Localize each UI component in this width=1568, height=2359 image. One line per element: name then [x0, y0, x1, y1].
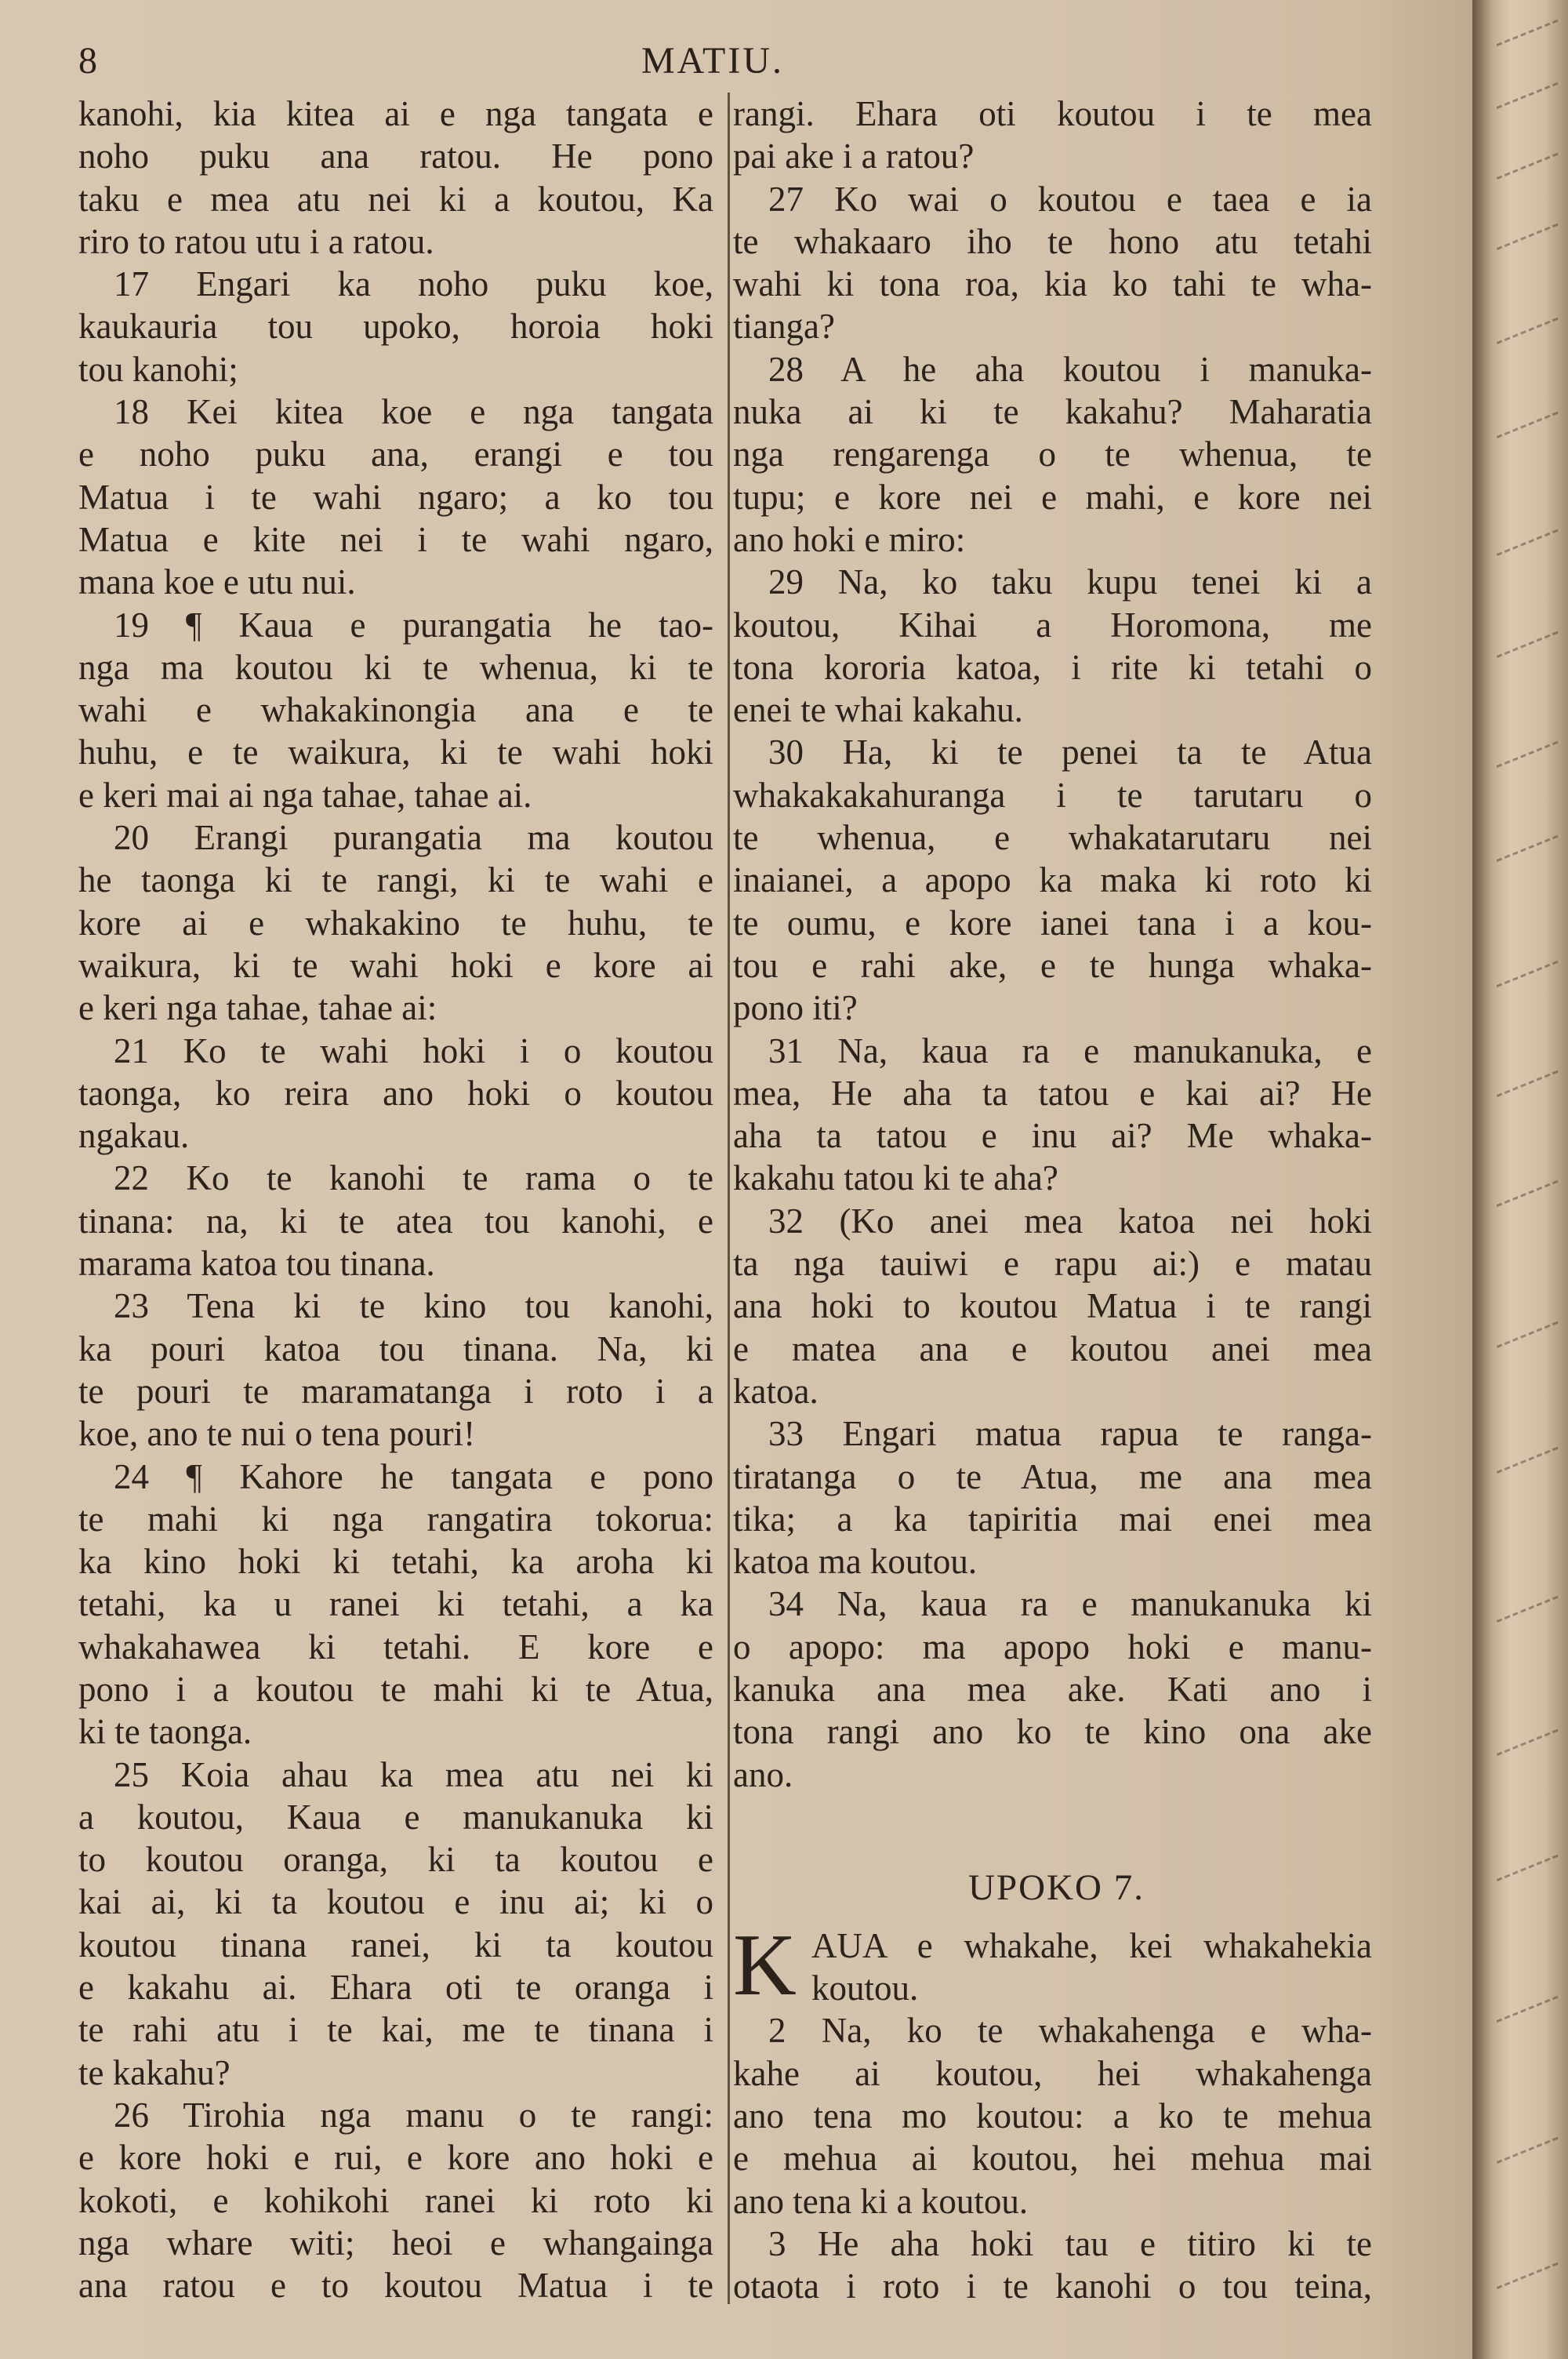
verse-start-line: 33 Engari matua rapua te ranga- [768, 1414, 1372, 1454]
text-line: pono i a koutou te mahi ki te Atua, [78, 1669, 713, 1709]
text-line: tinana: na, ki te atea tou kanohi, e [78, 1201, 713, 1241]
text-line: e matea ana e koutou anei mea [733, 1329, 1372, 1369]
verse-start-line: 23 Tena ki te kino tou kanohi, [114, 1286, 713, 1326]
text-line: katoa. [733, 1371, 818, 1411]
text-line: huhu, e te waikura, ki te wahi hoki [78, 732, 713, 772]
text-line: kahe ai koutou, hei whakahenga [733, 2053, 1372, 2093]
text-line: nga whare witi; heoi e whangainga [78, 2223, 713, 2263]
text-line: enei te whai kakahu. [733, 690, 1023, 730]
text-line: koutou, Kihai a Horomona, me [733, 605, 1372, 645]
verse-start-line: 2 Na, ko te whakahenga e wha- [768, 2011, 1372, 2051]
text-line: whakakakahuranga i te tarutaru o [733, 775, 1372, 815]
text-line: te whakaaro iho te hono atu tetahi [733, 221, 1372, 261]
text-line: nga rengarenga o te whenua, te [733, 434, 1372, 474]
text-line: marama katoa tou tinana. [78, 1244, 435, 1284]
text-line: e kore hoki e rui, e kore ano hoki e [78, 2138, 713, 2178]
verse-start-line: 21 Ko te wahi hoki i o koutou [114, 1030, 713, 1070]
text-line: kokoti, e kohikohi ranei ki roto ki [78, 2180, 713, 2220]
text-line: taonga, ko reira ano hoki o koutou [78, 1073, 713, 1113]
verse-start-line: 29 Na, ko taku kupu tenei ki a [768, 562, 1372, 602]
bleed-through-mark [1497, 317, 1560, 344]
verse-start-line: 18 Kei kitea koe e nga tangata [114, 392, 713, 432]
verse-start-line: 32 (Ko anei mea katoa nei hoki [768, 1201, 1372, 1241]
text-line: tou kanohi; [78, 349, 238, 389]
text-line: Matua i te wahi ngaro; a ko tou [78, 477, 713, 517]
text-line: te mahi ki nga rangatira tokorua: [78, 1499, 713, 1539]
text-line: te whenua, e whakatarutaru nei [733, 818, 1372, 858]
bleed-through-mark [1497, 2262, 1560, 2289]
text-line: e keri mai ai nga tahae, tahae ai. [78, 775, 532, 815]
text-line: ki te taonga. [78, 1712, 252, 1752]
text-line: aha ta tatou e inu ai? Me whaka- [733, 1116, 1372, 1156]
text-line: pai ake i a ratou? [733, 136, 975, 176]
text-line: ano tena mo koutou: a ko te mehua [733, 2096, 1372, 2136]
text-line: Matua e kite nei i te wahi ngaro, [78, 519, 713, 559]
text-line: ana hoki to koutou Matua i te rangi [733, 1286, 1372, 1326]
bleed-through-mark [1497, 19, 1560, 46]
left-column [78, 93, 713, 2306]
text-line: nuka ai ki te kakahu? Maharatia [733, 392, 1372, 432]
heading-gap [733, 1914, 1372, 1925]
text-line: e keri nga tahae, tahae ai: [78, 988, 437, 1028]
text-line: tona rangi ano ko te kino ona ake [733, 1712, 1372, 1752]
text-line: te pouri te maramatanga i roto i a [78, 1371, 713, 1411]
text-line: noho puku ana ratou. He pono [78, 136, 713, 176]
text-line: kanuka ana mea ake. Kati ano i [733, 1669, 1372, 1709]
verse-start-line: 34 Na, kaua ra e manukanuka ki [768, 1584, 1372, 1624]
text-line: kaukauria tou upoko, horoia hoki [78, 307, 713, 347]
text-line: tetahi, ka u ranei ki tetahi, a ka [78, 1584, 713, 1624]
section-gap [733, 1796, 1372, 1866]
text-line: ana ratou e to koutou Matua i te [78, 2266, 713, 2306]
chapter-second-line: koutou. [811, 1968, 919, 2008]
verse-start-line: 24 ¶ Kahore he tangata e pono [114, 1456, 713, 1496]
running-head: MATIU. [641, 40, 784, 82]
text-line: mana koe e utu nui. [78, 562, 356, 602]
text-line: riro to ratou utu i a ratou. [78, 221, 434, 261]
bleed-through-mark [1497, 1854, 1560, 1881]
bleed-through-mark [1497, 960, 1560, 987]
text-line: katoa ma koutou. [733, 1542, 978, 1582]
text-line: kanohi, kia kitea ai e nga tangata e [78, 94, 713, 133]
text-line: ngakau. [78, 1116, 190, 1156]
text-line: waikura, ki te wahi hoki e kore ai [78, 945, 713, 985]
text-line: ano. [733, 1754, 793, 1794]
bleed-through-mark [1497, 1321, 1560, 1348]
text-line: tupu; e kore nei e mahi, e kore nei [733, 477, 1372, 517]
text-line: tou e rahi ake, e te hunga whaka- [733, 945, 1372, 985]
page-header [0, 31, 1482, 86]
page-number: 8 [78, 40, 97, 82]
bleed-through-mark [1497, 1446, 1560, 1474]
verse-start-line: 27 Ko wai o koutou e taea e ia [768, 179, 1372, 219]
text-line: wahi e whakakinongia ana e te [78, 690, 713, 730]
bleed-through-mark [1497, 834, 1560, 862]
text-line: e mehua ai koutou, hei mehua mai [733, 2139, 1372, 2179]
text-line: ano tena ki a koutou. [733, 2181, 1029, 2221]
text-line: tika; a ka tapiritia mai enei mea [733, 1499, 1372, 1539]
text-line: to koutou oranga, ki ta koutou e [78, 1840, 713, 1880]
right-column [733, 93, 1372, 2308]
text-line: wahi ki tona roa, kia ko tahi te wha- [733, 264, 1372, 304]
column-rule [728, 93, 730, 2304]
verse-start-line: 17 Engari ka noho puku koe, [114, 264, 713, 304]
text-line: o apopo: ma apopo hoki e manu- [733, 1627, 1372, 1667]
text-line: whakahawea ki tetahi. E kore e [78, 1627, 713, 1667]
text-line: koutou tinana ranei, ki ta koutou [78, 1925, 713, 1965]
bleed-through-mark [1497, 740, 1560, 768]
text-line: tona kororia katoa, i rite ki tetahi o [733, 647, 1372, 687]
bleed-through-mark [1497, 152, 1560, 180]
verse-start-line: 20 Erangi purangatia ma koutou [114, 818, 713, 858]
bleed-through-mark [1497, 1995, 1560, 2023]
bleed-through-mark [1497, 411, 1560, 438]
verse-start-line: 22 Ko te kanohi te rama o te [114, 1158, 713, 1198]
text-line: nga ma koutou ki te whenua, ki te [78, 647, 713, 687]
verse-start-line: 26 Tirohia nga manu o te rangi: [114, 2095, 713, 2135]
verse-start-line: 31 Na, kaua ra e manukanuka, e [768, 1030, 1372, 1070]
text-line: ano hoki e miro: [733, 519, 966, 559]
text-line: inaianei, a apopo ka maka ki roto ki [733, 860, 1372, 900]
text-line: tiratanga o te Atua, me ana mea [733, 1456, 1372, 1496]
text-line: otaota i roto i te kanohi o tou teina, [733, 2266, 1372, 2306]
text-line: kai ai, ki ta koutou e inu ai; ki o [78, 1882, 713, 1922]
text-line: ka kino hoki ki tetahi, ka aroha ki [78, 1542, 713, 1582]
text-line: kore ai e whakakino te huhu, te [78, 903, 713, 943]
text-line: kakahu tatou ki te aha? [733, 1158, 1058, 1198]
verse-start-line: 25 Koia ahau ka mea atu nei ki [114, 1754, 713, 1794]
bleed-through-mark [1497, 2136, 1560, 2164]
text-line: te kakahu? [78, 2052, 230, 2092]
text-line: ta nga tauiwi e rapu ai:) e matau [733, 1244, 1372, 1284]
text-line: te rahi atu i te kai, me te tinana i [78, 2010, 713, 2050]
text-line: tianga? [733, 307, 835, 347]
text-line: mea, He aha ta tatou e kai ai? He [733, 1073, 1372, 1113]
text-line: a koutou, Kaua e manukanuka ki [78, 1797, 713, 1837]
text-line: rangi. Ehara oti koutou i te mea [733, 94, 1372, 133]
bleed-through-mark [1497, 82, 1560, 109]
text-line: taku e mea atu nei ki a koutou, Ka [78, 179, 713, 219]
gutter-shadow [1472, 0, 1493, 2359]
text-line: he taonga ki te rangi, ki te wahi e [78, 860, 713, 900]
facing-page-edge [1472, 0, 1568, 2359]
verse-start-line: 19 ¶ Kaua e purangatia he tao- [114, 605, 713, 645]
text-line: te oumu, e kore ianei tana i a kou- [733, 903, 1372, 943]
bleed-through-mark [1497, 631, 1560, 658]
bleed-through-mark [1497, 1070, 1560, 1097]
verse-start-line: 30 Ha, ki te penei ta te Atua [768, 732, 1372, 772]
bleed-through-mark [1497, 1728, 1560, 1756]
chapter-heading: UPOKO 7. [968, 1866, 1145, 1908]
text-line: pono iti? [733, 988, 858, 1028]
text-line: ka pouri katoa tou tinana. Na, ki [78, 1329, 713, 1369]
bleed-through-mark [1497, 529, 1560, 556]
chapter-first-line: AUA e whakahe, kei whakahekia [811, 1925, 1372, 1965]
text-line: e noho puku ana, erangi e tou [78, 434, 713, 474]
drop-cap: K [733, 1916, 797, 2014]
text-line: koe, ano te nui o tena pouri! [78, 1414, 476, 1454]
bleed-through-mark [1497, 1180, 1560, 1207]
bleed-through-mark [1497, 223, 1560, 250]
verse-start-line: 28 A he aha koutou i manuka- [768, 349, 1372, 389]
text-line: e kakahu ai. Ehara oti te oranga i [78, 1968, 713, 2008]
verse-start-line: 3 He aha hoki tau e titiro ki te [768, 2223, 1372, 2263]
chapter-opening [733, 1916, 1372, 2014]
bleed-through-mark [1497, 1595, 1560, 1623]
